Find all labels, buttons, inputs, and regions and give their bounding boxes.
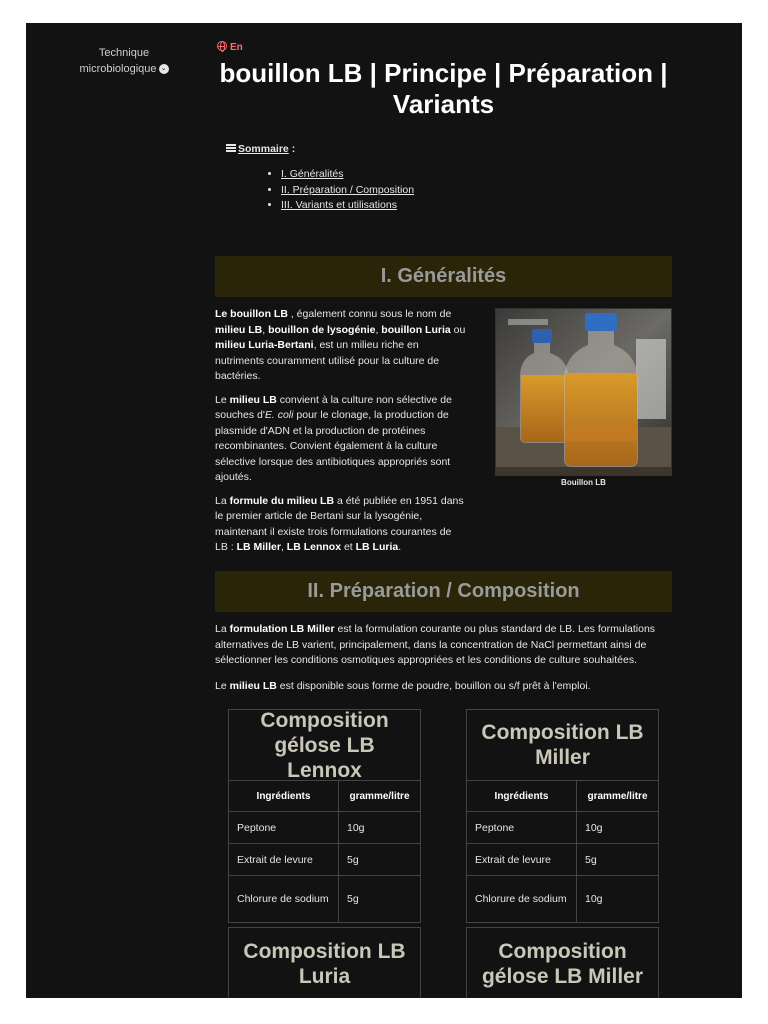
table-row bbox=[229, 844, 420, 876]
table-cell: 5g bbox=[585, 853, 597, 866]
toc-heading bbox=[226, 143, 414, 155]
toc-link-variants[interactable]: III. Variants et utilisations bbox=[281, 199, 397, 211]
table-title: Composition LB Luria bbox=[243, 939, 406, 988]
column-header: Ingrédients bbox=[467, 781, 577, 811]
language-label: En bbox=[230, 42, 243, 53]
bold-text: milieu Luria-Bertani bbox=[215, 339, 314, 351]
chevron-down-icon[interactable]: ⌄ bbox=[159, 64, 169, 74]
column-header: gramme/litre bbox=[587, 790, 648, 802]
text: Le bbox=[215, 393, 230, 406]
page-frame bbox=[26, 23, 742, 998]
column-header: Ingrédients bbox=[229, 781, 339, 811]
table-cell: 10g bbox=[585, 821, 603, 834]
column-header: gramme/litre bbox=[349, 790, 410, 802]
toc-item bbox=[281, 183, 414, 199]
text: La bbox=[215, 494, 230, 507]
table-of-contents bbox=[226, 143, 414, 214]
text: , bbox=[375, 323, 382, 336]
bold-text: LB Miller bbox=[236, 541, 281, 553]
toc-list bbox=[281, 167, 414, 214]
text: est disponible sous forme de poudre, bouillon ou s/f prêt à l'emploi. bbox=[276, 679, 591, 692]
table-cell: Extrait de levure bbox=[229, 844, 339, 875]
paragraph bbox=[215, 679, 672, 695]
toc-item bbox=[281, 167, 414, 183]
bold-text: bouillon Luria bbox=[381, 323, 451, 336]
table-cell: Peptone bbox=[229, 812, 339, 843]
lb-broth-photo bbox=[495, 308, 672, 476]
table-row bbox=[467, 812, 658, 844]
paragraph bbox=[215, 307, 467, 385]
text: ou bbox=[450, 323, 466, 336]
intro-text bbox=[215, 307, 467, 564]
menu-icon bbox=[226, 144, 236, 152]
composition-table-lennox bbox=[228, 709, 421, 923]
table-cell: 10g bbox=[347, 821, 365, 834]
bold-text: bouillon de lysogénie bbox=[268, 323, 376, 336]
bold-text: milieu LB bbox=[229, 679, 277, 692]
section-heading-preparation: II. Préparation / Composition bbox=[215, 571, 672, 612]
table-row bbox=[467, 844, 658, 876]
text: Le bbox=[215, 679, 230, 692]
table-cell: 5g bbox=[347, 853, 359, 866]
text: , est un milieu riche en nutriments couramment utilisé pour la culture de bactéries. bbox=[215, 339, 440, 382]
photo-caption: Bouillon LB bbox=[561, 478, 606, 487]
bold-text: milieu LB bbox=[215, 323, 263, 336]
text: , également connu sous le nom de bbox=[287, 308, 452, 320]
text: , bbox=[262, 323, 269, 336]
table-row bbox=[467, 876, 658, 922]
composition-table-luria bbox=[228, 927, 421, 998]
bold-text: milieu LB bbox=[229, 393, 277, 406]
composition-table-miller-agar bbox=[466, 927, 659, 998]
globe-icon bbox=[217, 41, 227, 51]
text: pour le clonage, la production de plasmide d'ADN et la production de protéines recombinantes. Convient également à la culture sélective lorsque des antibiotiques appropriés sont ajoutés. bbox=[215, 409, 451, 483]
table-row bbox=[229, 812, 420, 844]
text: . bbox=[398, 541, 402, 553]
table-title: Composition gélose LB Lennox bbox=[229, 710, 420, 781]
bold-text: formule du milieu LB bbox=[229, 494, 335, 507]
text: , bbox=[280, 541, 287, 553]
bold-text: Le bouillon LB bbox=[215, 308, 288, 320]
bold-text: LB Luria bbox=[355, 541, 399, 553]
text: a été publiée en 1951 dans le premier article de Bertani sur la lysogénie, maintenant il existe trois formulations courantes de LB : bbox=[215, 494, 464, 553]
toc-link-preparation[interactable]: II. Préparation / Composition bbox=[281, 183, 415, 196]
toc-label[interactable]: Sommaire bbox=[238, 143, 289, 155]
table-cell: 10g bbox=[585, 893, 603, 905]
preparation-text bbox=[215, 622, 672, 704]
text: et bbox=[341, 541, 356, 553]
table-title: Composition LB Miller bbox=[467, 710, 658, 781]
section-heading-generalites: I. Généralités bbox=[215, 256, 672, 297]
table-cell: 5g bbox=[347, 893, 359, 905]
table-row bbox=[229, 876, 420, 922]
italic-text: E. coli bbox=[264, 409, 294, 421]
page-title: bouillon LB | Principe | Préparation | Variants bbox=[219, 58, 668, 119]
bold-text: LB Lennox bbox=[286, 541, 342, 553]
bottles-illustration bbox=[496, 309, 672, 476]
bold-text: formulation LB Miller bbox=[229, 623, 335, 635]
paragraph bbox=[215, 393, 467, 486]
composition-table-miller bbox=[466, 709, 659, 923]
table-cell: Peptone bbox=[467, 812, 577, 843]
sidebar-line-2: microbiologique bbox=[79, 63, 157, 75]
paragraph bbox=[215, 622, 672, 669]
table-cell: Chlorure de sodium bbox=[467, 876, 577, 922]
table-header-row bbox=[467, 781, 658, 812]
sidebar-menu[interactable] bbox=[52, 45, 196, 77]
sidebar-line-1: Technique bbox=[98, 47, 150, 59]
table-header-row bbox=[229, 781, 420, 812]
text: convient à la culture non sélective de souches d' bbox=[215, 393, 452, 421]
text: La bbox=[215, 623, 230, 635]
table-title: Composition gélose LB Miller bbox=[481, 939, 644, 988]
toc-link-generalites[interactable]: I. Généralités bbox=[281, 168, 344, 180]
language-switch[interactable] bbox=[217, 41, 243, 53]
table-cell: Extrait de levure bbox=[467, 844, 577, 875]
table-cell: Chlorure de sodium bbox=[229, 876, 339, 922]
toc-colon: : bbox=[288, 143, 296, 155]
text: est la formulation courante ou plus standard de LB. Les formulations alternatives de LB varient, principalement, dans la concentration de NaCl permettant ainsi de sélectionner les conditions osmotiques appropriées et les conditions de culture souhaitées. bbox=[215, 623, 656, 666]
paragraph bbox=[215, 494, 467, 556]
toc-item bbox=[281, 198, 414, 214]
